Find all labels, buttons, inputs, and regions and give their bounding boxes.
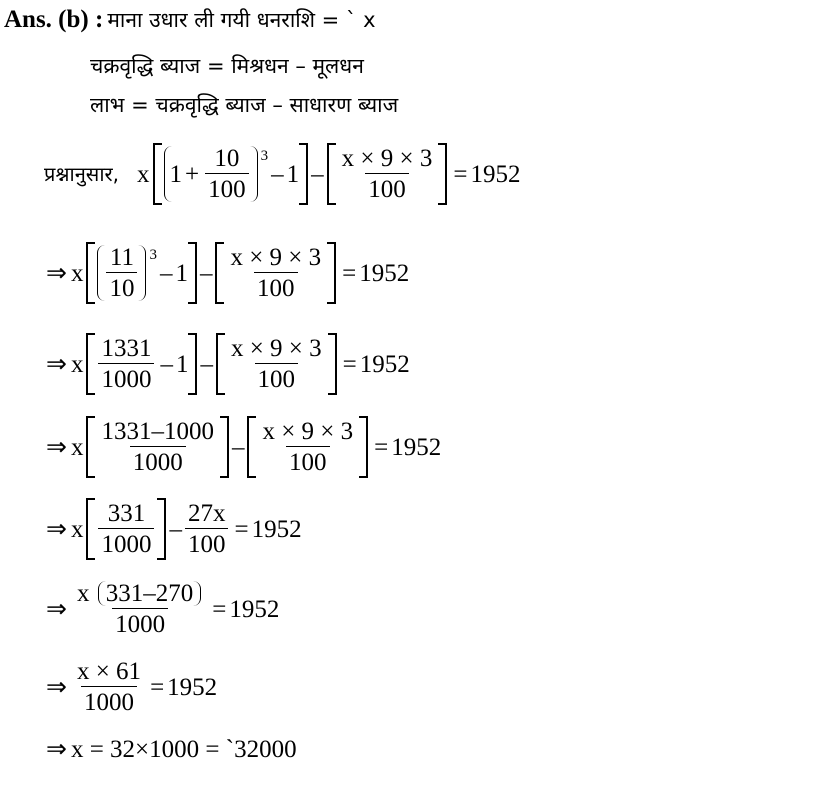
result: 1952 — [167, 673, 218, 701]
si-fraction — [228, 336, 325, 392]
si-den: 100 — [185, 528, 229, 557]
rate-den: 100 — [205, 173, 249, 202]
one: 1 — [169, 160, 183, 188]
ci-bracket — [86, 242, 197, 304]
implies-arrow: ⇒ — [46, 350, 67, 378]
equation-line-7 — [46, 659, 217, 715]
final-answer: x = 32×1000 = `32000 — [70, 736, 297, 763]
var-x: x — [137, 160, 150, 188]
si-den: 100 — [286, 446, 330, 475]
cube-num: 1331 — [101, 335, 152, 362]
exponent: 3 — [260, 147, 269, 164]
one: 1 — [286, 160, 300, 188]
ci-den: 1000 — [98, 528, 154, 557]
result: 1952 — [359, 350, 410, 378]
minus: – — [311, 160, 324, 188]
paren-content: 331–270 — [105, 580, 194, 607]
diff-fraction — [98, 419, 217, 475]
ci-bracket — [86, 498, 166, 560]
equation-line-2 — [46, 242, 409, 304]
equation-line-3 — [46, 333, 410, 395]
var-x: x — [70, 433, 84, 461]
si-bracket — [327, 143, 448, 205]
minus: – — [199, 259, 213, 287]
diff-paren — [98, 581, 202, 606]
minus: – — [200, 350, 213, 378]
intro-text: माना उधार ली गयी धनराशि = ` x — [107, 8, 376, 32]
result: 1952 — [391, 433, 442, 461]
var-x: x — [70, 350, 84, 378]
rate-num: 10 — [214, 145, 240, 172]
simplified-fraction — [74, 659, 144, 715]
equals: = — [234, 515, 249, 543]
implies-arrow: ⇒ — [46, 673, 67, 701]
ci-fraction — [98, 501, 154, 557]
one: 1 — [175, 350, 189, 378]
si-bracket — [216, 333, 337, 395]
equation-line-6 — [46, 581, 279, 637]
combined-den: 1000 — [112, 608, 168, 637]
one: 1 — [175, 259, 188, 287]
minus: – — [159, 259, 173, 287]
minus: – — [169, 515, 182, 543]
si-num: x × 9 × 3 — [262, 418, 354, 445]
equals: = — [374, 433, 389, 461]
ratio-paren — [97, 245, 146, 301]
ci-bracket — [86, 416, 229, 478]
cube-fraction — [98, 336, 154, 392]
si-den: 100 — [254, 272, 298, 301]
equals: = — [150, 673, 165, 701]
implies-arrow: ⇒ — [46, 259, 67, 287]
combined-fraction — [74, 581, 206, 637]
si-fraction — [185, 501, 229, 557]
si-den: 100 — [365, 173, 409, 202]
ratio-den: 10 — [106, 272, 137, 301]
exponent: 3 — [149, 246, 157, 263]
minus: – — [160, 350, 173, 378]
according-label: प्रश्नानुसार, — [44, 162, 120, 186]
si-den: 100 — [255, 363, 299, 392]
ratio-fraction — [106, 245, 137, 301]
si-fraction — [339, 146, 436, 202]
equation-line-8 — [46, 737, 297, 762]
si-num: 27x — [187, 500, 226, 527]
equals: = — [342, 350, 357, 378]
ci-bracket — [86, 333, 197, 395]
si-num: x × 9 × 3 — [230, 244, 322, 271]
result: 1952 — [470, 160, 521, 188]
cube-den: 1000 — [98, 363, 154, 392]
implies-arrow: ⇒ — [46, 595, 67, 623]
equals: = — [342, 259, 357, 287]
answer-label: Ans. (b) : — [4, 6, 104, 33]
result: 1952 — [229, 595, 280, 623]
growth-paren: 1 + $\frac{10}{100}$ — [164, 146, 258, 202]
equation-line-1 — [44, 143, 520, 205]
combined-num — [74, 581, 206, 608]
ci-num: 331 — [107, 500, 146, 527]
definition-compound-interest: चक्रवृद्धि ब्याज = मिश्रधन – मूलधन — [90, 54, 364, 78]
ci-bracket — [153, 143, 309, 205]
definition-profit: लाभ = चक्रवृद्धि ब्याज – साधारण ब्याज — [90, 93, 399, 117]
diff-num: 1331–1000 — [101, 418, 214, 445]
rate-fraction — [205, 146, 249, 202]
equals: = — [212, 595, 227, 623]
si-bracket — [247, 416, 368, 478]
implies-arrow: ⇒ — [46, 736, 67, 763]
implies-arrow: ⇒ — [46, 515, 67, 543]
simplified-den: 1000 — [81, 686, 137, 715]
si-fraction — [227, 245, 324, 301]
equation-line-4 — [46, 416, 441, 478]
diff-den: 1000 — [130, 446, 186, 475]
answer-header — [4, 6, 376, 34]
minus: – — [231, 433, 245, 461]
equals: = — [453, 160, 468, 188]
si-num: x × 9 × 3 — [341, 145, 433, 172]
simplified-num: x × 61 — [76, 658, 142, 685]
var-x: x — [70, 259, 84, 287]
si-bracket — [215, 242, 336, 304]
si-fraction — [259, 419, 356, 475]
implies-arrow: ⇒ — [46, 433, 67, 461]
var-x: x — [70, 515, 84, 543]
si-num: x × 9 × 3 — [230, 335, 322, 362]
ratio-num: 11 — [109, 244, 134, 271]
equation-line-5 — [46, 498, 302, 560]
var-x: x — [76, 580, 90, 607]
minus: – — [271, 160, 284, 188]
result: 1952 — [359, 259, 410, 287]
result: 1952 — [251, 515, 302, 543]
